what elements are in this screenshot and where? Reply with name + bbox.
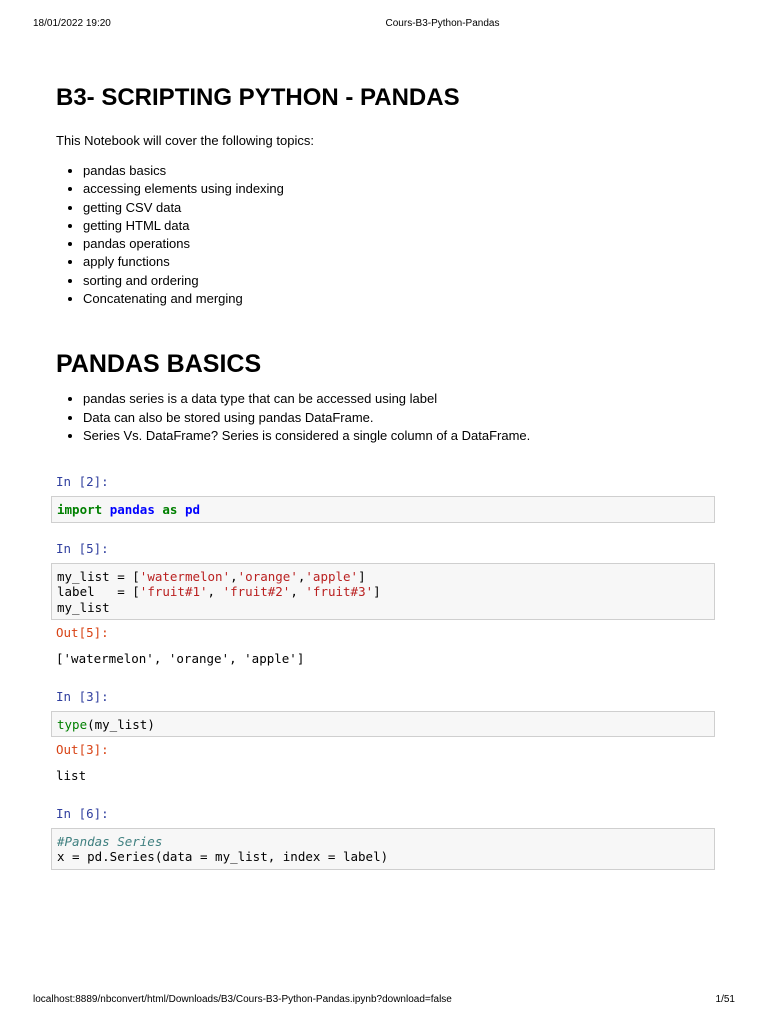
list-item: • Series Vs. DataFrame? Series is considered a single column of a DataFrame. (83, 427, 717, 445)
code-token: as (162, 502, 178, 518)
code-token: label = [ (57, 584, 140, 600)
code-token: pd (184, 502, 201, 518)
intro-paragraph: This Notebook will cover the following topics: (56, 133, 314, 148)
code-input[interactable] (51, 563, 715, 621)
page-number: 1/51 (715, 994, 735, 1005)
code-token (177, 502, 185, 517)
code-token: ] (373, 584, 381, 600)
list-item: • getting CSV data (83, 199, 717, 217)
code-comment: #Pandas Series (57, 833, 163, 849)
notebook-content (56, 82, 717, 870)
cell-output: ['watermelon', 'orange', 'apple'] (56, 651, 305, 667)
list-item: • getting HTML data (83, 217, 717, 235)
list-item: • accessing elements using indexing (83, 180, 717, 198)
code-token: , (290, 584, 306, 600)
code-token: import (57, 502, 103, 518)
cell-output: list (56, 768, 87, 784)
list-item: • sorting and ordering (83, 272, 717, 290)
input-prompt: In [5]: (56, 540, 109, 556)
code-token: , (207, 584, 223, 600)
list-item: • pandas basics (83, 162, 717, 180)
code-token: my_list = [ (57, 568, 140, 584)
code-cell (56, 688, 717, 784)
input-prompt: In [3]: (56, 688, 109, 704)
section-title: PANDAS BASICS (56, 350, 262, 379)
output-prompt: Out[5]: (56, 625, 109, 641)
code-token: (my_list) (87, 716, 155, 732)
print-url: localhost:8889/nbconvert/html/Downloads/B3/Cours-B3-Python-Pandas.ipynb?download=false (33, 994, 452, 1005)
code-token: 'watermelon' (139, 568, 231, 584)
code-token: x = pd.Series(data = my_list, index = label) (57, 849, 389, 865)
input-prompt: In [6]: (56, 805, 109, 821)
list-item: • pandas operations (83, 235, 717, 253)
code-token: 'apple' (305, 568, 359, 584)
print-date: 18/01/2022 19:20 (33, 18, 111, 29)
list-item: • pandas series is a data type that can be accessed using label (83, 390, 717, 408)
list-item: • Data can also be stored using pandas DataFrame. (83, 409, 717, 427)
code-token: , (297, 568, 306, 584)
list-item: • Concatenating and merging (83, 290, 717, 308)
code-token: ] (358, 568, 366, 584)
code-token: type (57, 716, 88, 732)
code-input[interactable] (51, 711, 715, 738)
list-item: • apply functions (83, 253, 717, 271)
output-prompt: Out[3]: (56, 742, 109, 758)
topic-list (56, 162, 717, 308)
code-token: 'fruit#1' (139, 584, 208, 600)
code-cell (56, 540, 717, 667)
code-token (102, 502, 110, 517)
code-token: , (230, 568, 238, 584)
code-token: 'fruit#2' (222, 584, 291, 600)
code-cell (56, 473, 717, 523)
code-cell (56, 805, 717, 870)
code-token: 'fruit#3' (305, 584, 374, 600)
code-input[interactable] (51, 496, 715, 523)
code-token: 'orange' (237, 568, 298, 584)
code-token: my_list (57, 599, 110, 615)
code-token: pandas (109, 502, 155, 518)
print-document-title: Cours-B3-Python-Pandas (385, 18, 500, 29)
input-prompt: In [2]: (56, 474, 109, 490)
notebook-title: B3- SCRIPTING PYTHON - PANDAS (56, 84, 460, 111)
basics-list (56, 390, 717, 445)
code-input[interactable] (51, 828, 715, 870)
notebook-cells (56, 473, 717, 870)
